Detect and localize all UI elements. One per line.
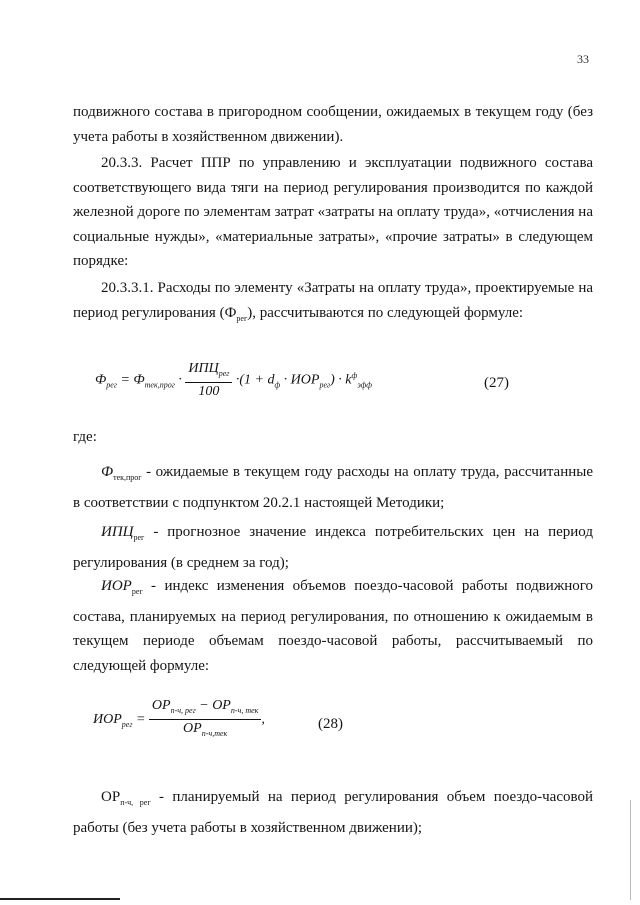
f27-k-sup: ф <box>351 370 358 380</box>
para3-sub: рег <box>236 313 248 323</box>
f28-num-a-sub: п-ч, рег <box>170 705 196 715</box>
f27-mid3: ) · k <box>330 372 352 388</box>
def3-text: - индекс изменения объемов поездо-часовой работы подвижного состава, планируемых на период регулирования, по отношению к ожидаемым в текущем периоде объемам поездо-часовой работы, рассчитываемый по следующей формуле: <box>73 578 593 674</box>
f27-k-sub: эфф <box>357 380 372 390</box>
equation-number-27: (27) <box>484 375 509 391</box>
f27-eq: = <box>120 372 130 388</box>
formula-28 <box>93 697 265 743</box>
f27-num: ИПЦ <box>188 361 219 376</box>
def3-symbol: ИОР <box>101 578 132 594</box>
def2-symbol: ИПЦ <box>101 524 134 540</box>
f27-num-sub: рег <box>218 368 230 378</box>
f27-denominator: 100 <box>198 383 220 399</box>
definition-or-pch-reg <box>73 785 593 840</box>
f27-mid-sub: ф <box>274 380 281 390</box>
f28-denominator <box>149 720 262 743</box>
f27-mid2-sub: рег <box>319 380 331 390</box>
equation-number-28: (28) <box>318 716 343 732</box>
def2-text: - прогнозное значение индекса потребительских цен на период регулирования (в среднем за год); <box>73 524 593 571</box>
f28-minus: − <box>195 698 213 713</box>
f27-mid: ·(1 + d <box>235 372 275 388</box>
scan-edge-mark <box>630 800 631 900</box>
def2-sub: рег <box>133 533 145 542</box>
def4-sub: п-ч, рег <box>120 798 151 807</box>
f28-lhs: ИОР <box>93 712 122 728</box>
f28-eq: = <box>135 712 146 728</box>
paragraph-20-3-3-1 <box>73 276 593 331</box>
definition-f-tek-prog <box>73 460 593 515</box>
definition-ior-reg <box>73 574 593 678</box>
def1-text: - ожидаемые в текущем году расходы на оплату труда, рассчитанные в соответствии с подпунктом 20.2.1 настоящей Методики; <box>73 464 593 511</box>
definition-ipc-reg <box>73 520 593 575</box>
formula-27 <box>95 360 372 401</box>
footer-rule <box>0 898 120 900</box>
def1-sub: тек,прог <box>113 473 142 482</box>
paragraph-20-3-3: 20.3.3. Расчет ППР по управлению и эксплуатации подвижного состава соответствующего вида тяги на период регулирования производится по каждой железной дороге по элементам затрат «затраты на оплату труда», «отчисления на социальные нужды», «материальные затраты», «прочие затраты» в следующем порядке: <box>73 155 593 269</box>
f27-lhs-sub: рег <box>106 380 117 390</box>
para3-text: 20.3.3.1. Расходы по элементу «Затраты на оплату труда», проектируемые на период регулирования (Ф <box>73 280 593 321</box>
where-label: где: <box>73 429 97 445</box>
f28-comma: , <box>261 712 265 728</box>
f27-fraction <box>185 360 232 401</box>
f28-fraction <box>149 697 262 743</box>
f28-num-a: ОР <box>151 698 171 713</box>
f27-dot: · <box>178 372 182 388</box>
f27-numerator <box>185 360 232 383</box>
f27-t1-sub: тек,прог <box>144 380 175 390</box>
f28-num-b: ОР <box>212 698 231 713</box>
para3-end: ), рассчитываются по следующей формуле: <box>247 304 524 321</box>
f27-lhs: Ф <box>95 372 107 388</box>
def1-symbol: Ф <box>101 464 114 480</box>
paragraph-continuation: подвижного состава в пригородном сообщении, ожидаемых в текущем году (без учета работы в хозяйственном движении). <box>73 104 593 145</box>
def4-text: - планируемый на период регулирования объем поездо-часовой работы (без учета работы в хозяйственном движении); <box>73 789 593 836</box>
f27-t1: Ф <box>133 372 145 388</box>
f28-lhs-sub: рег <box>121 719 133 729</box>
f28-den-sub: п-ч,тек <box>201 728 228 738</box>
page-number: 33 <box>577 52 589 66</box>
def4-symbol: ОР <box>101 789 121 805</box>
f28-numerator <box>149 697 262 720</box>
f27-mid2: · ИОР <box>280 372 320 388</box>
f28-num-b-sub: п-ч, тек <box>230 705 259 715</box>
def3-sub: рег <box>131 587 143 596</box>
f28-den: ОР <box>183 720 202 736</box>
